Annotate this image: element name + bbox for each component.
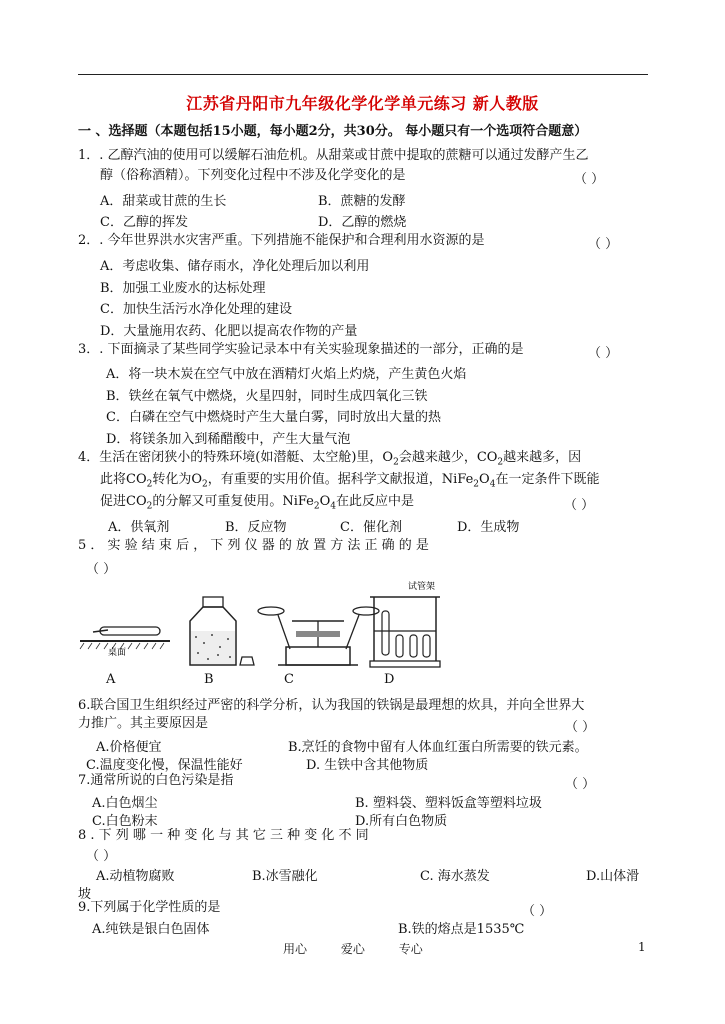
section-heading: 一 、选择题（本题包括15小题，每小题2分，共30分。 每小题只有一个选项符合题意） — [78, 124, 588, 139]
q6-option-b: B.烹饪的食物中留有人体血红蛋白所需要的铁元素。 — [288, 740, 588, 755]
header-rule — [78, 74, 648, 75]
q4-option-a: A．供氧剂 — [108, 520, 170, 535]
q6-option-a: A.价格便宜 — [96, 740, 162, 755]
q4-stem-line1: 4．生活在密闭狭小的特殊环境(如潜艇、太空舱)里，$O_2$会越来越少，$CO_2$越来越多，因 — [78, 450, 582, 468]
q8-option-a: A.动植物腐败 — [96, 869, 175, 884]
q6-stem-line2: 力推广。其主要原因是 — [78, 716, 209, 731]
footer-word-3: 专心 — [398, 942, 423, 956]
figure-label-b: B — [204, 672, 214, 687]
q5-apparatus-figures — [78, 575, 458, 685]
q3-option-a: A．将一块木炭在空气中放在酒精灯火焰上灼烧，产生黄色火焰 — [106, 367, 467, 382]
page-number: 1 — [638, 940, 646, 954]
footer-motto — [283, 940, 453, 957]
q9-option-a: A.纯铁是银白色固体 — [92, 922, 210, 937]
q7-option-a: A.白色烟尘 — [92, 796, 158, 811]
q8-option-d-continued: 坡 — [78, 887, 92, 902]
q4-option-c: C．催化剂 — [340, 520, 402, 535]
q8-option-d: D.山体滑 — [586, 869, 640, 884]
figure-a-caption: 桌面 — [108, 648, 127, 658]
q8-answer-blank: （ ） — [86, 849, 117, 864]
q4-stem-line3: 促进$CO_2$的分解又可重复使用。$NiFe_2O_4$在此反应中是 — [100, 494, 415, 512]
q8-option-b: B.冰雪融化 — [252, 869, 318, 884]
q2-option-b: B．加强工业废水的达标处理 — [100, 281, 266, 296]
q1-answer-blank: （ ） — [574, 172, 605, 187]
figure-d-test-tube-rack — [370, 580, 440, 667]
q7-option-d: D.所有白色物质 — [355, 814, 448, 829]
figure-c-balance — [258, 607, 379, 665]
q3-option-d: D．将镁条加入到稀醋酸中，产生大量气泡 — [106, 432, 351, 447]
q1-option-c: C．乙醇的挥发 — [100, 215, 188, 230]
q8-stem: 8 . 下 列 哪 一 种 变 化 与 其 它 三 种 变 化 不 同 — [78, 828, 369, 843]
q7-option-b: B. 塑料袋、塑料饭盒等塑料垃圾 — [355, 796, 542, 811]
q1-option-b: B．蔗糖的发酵 — [318, 194, 406, 209]
q4-stem-line2: 此将$CO_2$转化为$O_2$，有重要的实用价值。据科学文献报道，$NiFe_2O_4$在一定条件下既能 — [100, 472, 600, 490]
figure-label-c: C — [284, 672, 294, 687]
q2-option-d: D．大量施用农药、化肥以提高农作物的产量 — [100, 324, 358, 339]
q7-stem: 7.通常所说的白色污染是指 — [78, 773, 234, 788]
figure-b-reagent-bottle — [190, 597, 254, 665]
q2-option-c: C．加快生活污水净化处理的建设 — [100, 302, 292, 317]
q6-answer-blank: （ ） — [565, 720, 596, 735]
q2-answer-blank: （ ） — [588, 237, 619, 252]
q6-stem-line1: 6.联合国卫生组织经过严密的科学分析，认为我国的铁锅是最理想的炊具，并向全世界大 — [78, 698, 585, 713]
q9-option-b: B.铁的熔点是1535℃ — [398, 922, 525, 937]
q5-stem: 5 ． 实 验 结 束 后 ， 下 列 仪 器 的 放 置 方 法 正 确 的 是 — [78, 538, 429, 553]
q9-answer-blank: （ ） — [522, 904, 553, 919]
figure-a-test-tube — [80, 627, 170, 658]
q9-stem: 9.下列属于化学性质的是 — [78, 900, 221, 915]
q8-option-c: C. 海水蒸发 — [420, 869, 490, 884]
q5-answer-blank: （ ） — [86, 562, 117, 577]
figure-label-d: D — [384, 672, 395, 687]
q3-stem: 3．. 下面摘录了某些同学实验记录本中有关实验现象描述的一部分，正确的是 — [78, 342, 524, 357]
q1-option-a: A．甜菜或甘蔗的生长 — [100, 194, 227, 209]
q6-option-d: D. 生铁中含其他物质 — [306, 758, 429, 773]
q2-stem: 2．. 今年世界洪水灾害严重。下列措施不能保护和合理利用水资源的是 — [78, 233, 485, 248]
q4-option-b: B．反应物 — [225, 520, 287, 535]
q1-option-d: D．乙醇的燃烧 — [318, 215, 407, 230]
figure-d-caption: 试管架 — [408, 582, 436, 592]
q3-option-c: C．白磷在空气中燃烧时产生大量白雾，同时放出大量的热 — [106, 410, 441, 425]
q7-option-c: C.白色粉末 — [92, 814, 158, 829]
q2-option-a: A．考虑收集、储存雨水，净化处理后加以利用 — [100, 259, 370, 274]
q4-option-d: D．生成物 — [457, 520, 520, 535]
document-title: 江苏省丹阳市九年级化学化学单元练习 新人教版 — [186, 94, 539, 113]
q1-stem-line2: 醇（俗称酒精）。下列变化过程中不涉及化学变化的是 — [100, 168, 406, 183]
figure-label-a: A — [106, 672, 116, 687]
footer-word-1: 用心 — [283, 942, 308, 956]
footer-word-2: 爱心 — [340, 942, 365, 956]
q3-answer-blank: （ ） — [588, 346, 619, 361]
q1-stem-line1: 1．. 乙醇汽油的使用可以缓解石油危机。从甜菜或甘蔗中提取的蔗糖可以通过发酵产生乙 — [78, 148, 589, 163]
q6-option-c: C.温度变化慢，保温性能好 — [86, 758, 243, 773]
q3-option-b: B．铁丝在氧气中燃烧，火星四射，同时生成四氧化三铁 — [106, 389, 428, 404]
q7-answer-blank: （ ） — [565, 777, 596, 792]
q4-answer-blank: （ ） — [564, 498, 595, 513]
